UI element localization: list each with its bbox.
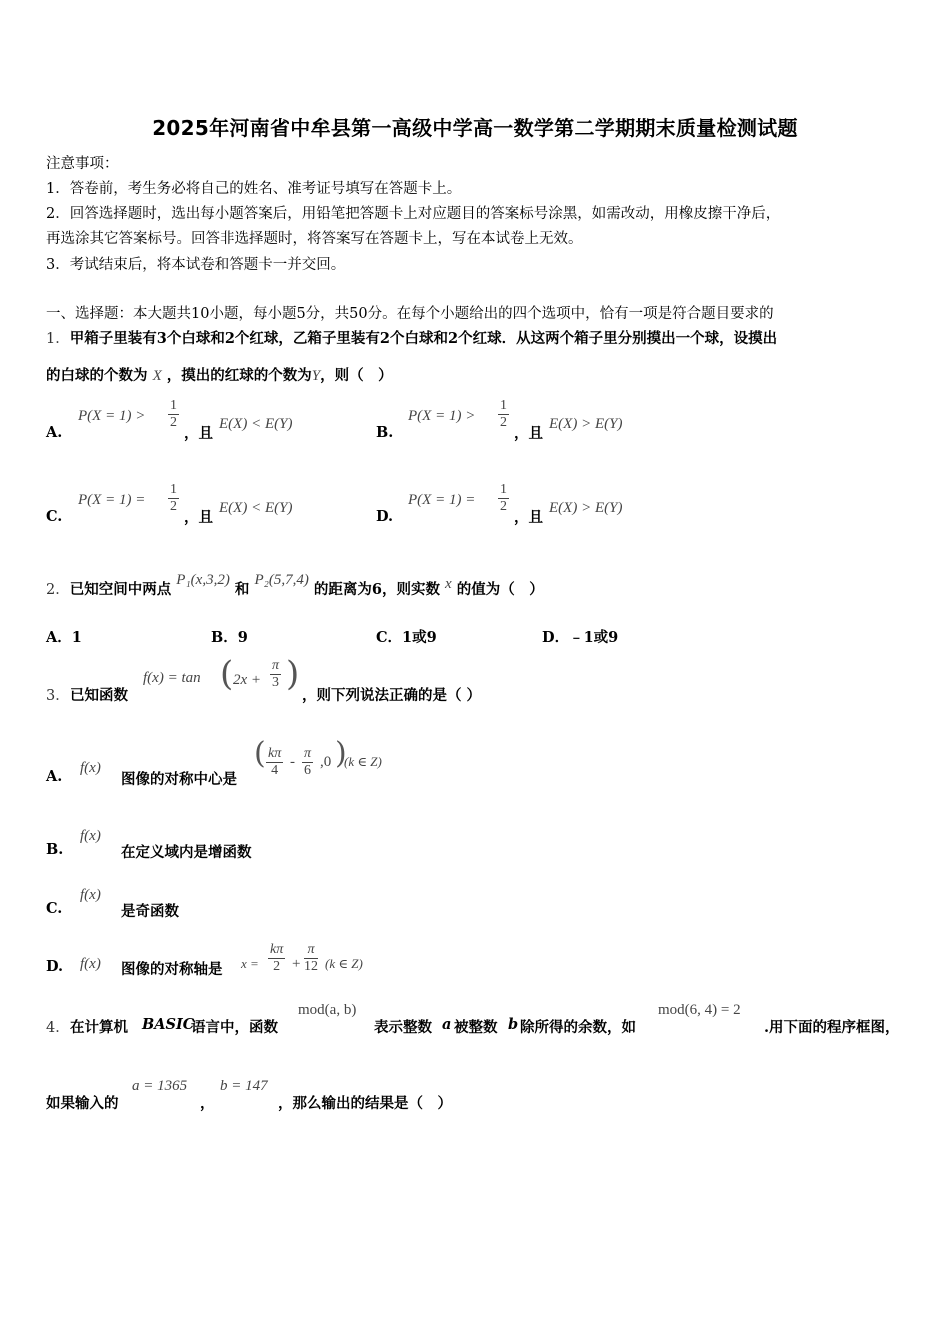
question-number: 1． [46,331,70,347]
question-1-text: ，则（ ） [320,367,393,384]
question-1-text: ，摸出的红球的个数为 [166,367,312,384]
numerator: kπ [268,746,282,761]
right-paren: ) [335,736,347,771]
option-d[interactable] [542,626,618,647]
left-paren: ( [220,654,234,694]
denominator: 4 [271,763,279,778]
fraction [268,942,285,975]
point-p1: P₁(x,3,2) [176,572,230,588]
option-label: B． [211,629,238,646]
option-label: A. [46,424,63,441]
function-arg: 2x + [233,672,262,688]
notice-heading: 注意事项： [46,156,119,172]
option-label: C． [376,629,403,646]
denominator: 12 [304,959,318,974]
question-2-text: 和 [234,581,250,598]
conjunction: ，且 [514,425,543,442]
fraction [168,398,179,431]
fraction [168,482,179,515]
option-label: D． [542,629,570,646]
denominator: 3 [272,675,279,690]
expectation-expr: E(X) > E(Y) [549,416,623,432]
probability-expr: P(X = 1) > [408,408,476,424]
notice-item: 2．回答选择题时，选出每小题答案后，用铅笔把答题卡上对应题目的答案标号涂黑，如需改动，用橡皮擦干净后， [46,206,781,222]
fraction [270,658,281,691]
question-number: 3． [46,688,70,704]
option-b[interactable] [46,826,346,860]
question-2-text: 的距离为6，则实数 [313,581,440,598]
function-name: f(x) = tan [143,670,201,686]
question-4-line-2 [46,1076,646,1112]
question-4-text: 表示整数 [374,1019,432,1036]
question-3-text: 已知函数 [70,687,128,704]
mod-function: mod(a, b) [298,1002,357,1018]
option-label: B. [376,424,394,441]
fraction [266,746,283,779]
keyword-basic: BASIC [142,1016,195,1033]
expectation-expr: E(X) < E(Y) [219,500,293,516]
question-number: 4． [46,1020,70,1036]
question-1-line-1 [46,327,777,348]
probability-expr: P(X = 1) = [408,492,476,508]
denominator: 6 [304,763,311,778]
section-heading: 一、选择题：本大题共10小题，每小题5分，共50分。在每个小题给出的四个选项中，恰有一项是符合题目要求的 [46,306,774,322]
notice-item: 3．考试结束后，将本试卷和答题卡一并交回。 [46,257,346,273]
option-a[interactable] [46,736,446,790]
right-paren: ) [286,654,300,694]
function-expr [143,670,201,687]
question-1-text: 的白球的个数为 [46,367,148,384]
question-1-text: 甲箱子里装有3个白球和2个红球，乙箱子里装有2个白球和2个红球．从这两个箱子里分别摸出一个球，设摸出 [69,330,778,347]
center-coord: ,0 [320,754,332,770]
expectation-expr: E(X) < E(Y) [219,416,293,432]
option-c[interactable] [376,626,437,647]
option-text: ﹣1或9 [569,629,619,646]
numerator: π [304,746,312,761]
question-4-text: 语言中，函数 [191,1019,278,1036]
page-title: 2025年河南省中牟县第一高级中学高一数学第二学期期末质量检测试题 [152,116,798,140]
conjunction: ，且 [184,509,213,526]
notice-item: 1．答卷前，考生务必将自己的姓名、准考证号填写在答题卡上。 [46,181,462,197]
variable-a: a [442,1016,452,1033]
conjunction: ，且 [184,425,213,442]
question-2-text: 的值为（ ） [456,581,544,598]
numerator: π [272,658,280,673]
input-b: b = 147 [220,1078,268,1094]
mod-expr [298,1002,356,1019]
option-label: D. [46,958,64,975]
option-text: 1 [71,629,82,646]
option-text: 在定义域内是增函数 [121,844,252,861]
option-text: 图像的对称轴是 [121,961,223,978]
question-3-text: ，则下列说法正确的是（ ） [302,687,482,704]
left-paren: ( [254,736,266,771]
fraction [304,942,318,975]
question-4-text: 除所得的余数，如 [520,1019,636,1036]
denominator: 2 [273,959,281,974]
option-d[interactable] [376,482,623,526]
option-label: C. [46,900,63,917]
question-1-line-2 [46,364,393,385]
variable-x: x [445,576,452,592]
question-4-text: 如果输入的 [46,1095,119,1112]
conjunction: ，且 [514,509,543,526]
plus-sign: + [292,956,301,972]
option-label: A. [46,768,63,785]
variable-y: Y [311,368,321,384]
expectation-expr: E(X) > E(Y) [549,500,623,516]
function-name: f(x) [80,887,101,903]
numerator: kπ [270,942,284,957]
denominator: 2 [170,415,177,430]
probability-expr: P(X = 1) = [78,492,146,508]
condition: (k ∈ Z) [344,754,382,769]
option-text: 图像的对称中心是 [121,771,237,788]
question-4-text: ，那么输出的结果是（ ） [278,1095,452,1112]
option-a[interactable] [46,398,293,442]
mod-example: mod(6, 4) = 2 [658,1002,741,1018]
numerator: π [304,942,318,959]
option-c[interactable] [46,482,293,526]
axis-expr: x = [241,956,259,971]
question-4-text: 在计算机 [70,1019,128,1036]
option-label: C. [46,508,63,525]
numerator: 1 [170,482,177,497]
option-text: 是奇函数 [121,903,179,920]
variable-x: X [152,368,162,384]
question-number: 2． [46,582,70,598]
option-label: A． [46,629,72,646]
numerator: 1 [170,398,177,413]
option-text: 9 [237,629,248,646]
comma: ， [200,1095,215,1112]
point-p2: P₂(5,7,4) [254,572,309,588]
option-text: 1或9 [402,629,437,646]
denominator: 2 [170,499,177,514]
function-name: f(x) [80,760,101,776]
option-label: B. [46,841,64,858]
fraction [498,482,509,515]
question-2-text: 已知空间中两点 [69,581,172,598]
option-c[interactable] [46,885,346,919]
variable-b: b [508,1016,519,1033]
numerator: 1 [500,398,507,413]
function-name: f(x) [80,956,101,972]
question-4-line-1 [46,1000,926,1034]
probability-expr: P(X = 1) > [78,408,146,424]
minus-sign: - [290,754,295,770]
question-4-text: .用下面的程序框图， [764,1019,900,1036]
question-2 [46,572,544,599]
function-name: f(x) [80,828,101,844]
condition: (k ∈ Z) [325,956,363,971]
fraction [498,398,509,431]
option-b[interactable] [211,626,248,647]
denominator: 2 [500,415,507,430]
input-a-expr [132,1078,187,1095]
option-d[interactable] [46,940,446,986]
question-4-text: 被整数 [454,1019,498,1036]
fraction [302,746,313,779]
denominator: 2 [500,499,507,514]
numerator: 1 [500,482,507,497]
option-a[interactable] [46,626,82,647]
option-label: D. [376,508,394,525]
option-b[interactable] [376,398,623,442]
notice-item: 再选涂其它答案标号。回答非选择题时，将答案写在答题卡上，写在本试卷上无效。 [46,231,583,247]
input-a: a = 1365 [132,1078,188,1094]
